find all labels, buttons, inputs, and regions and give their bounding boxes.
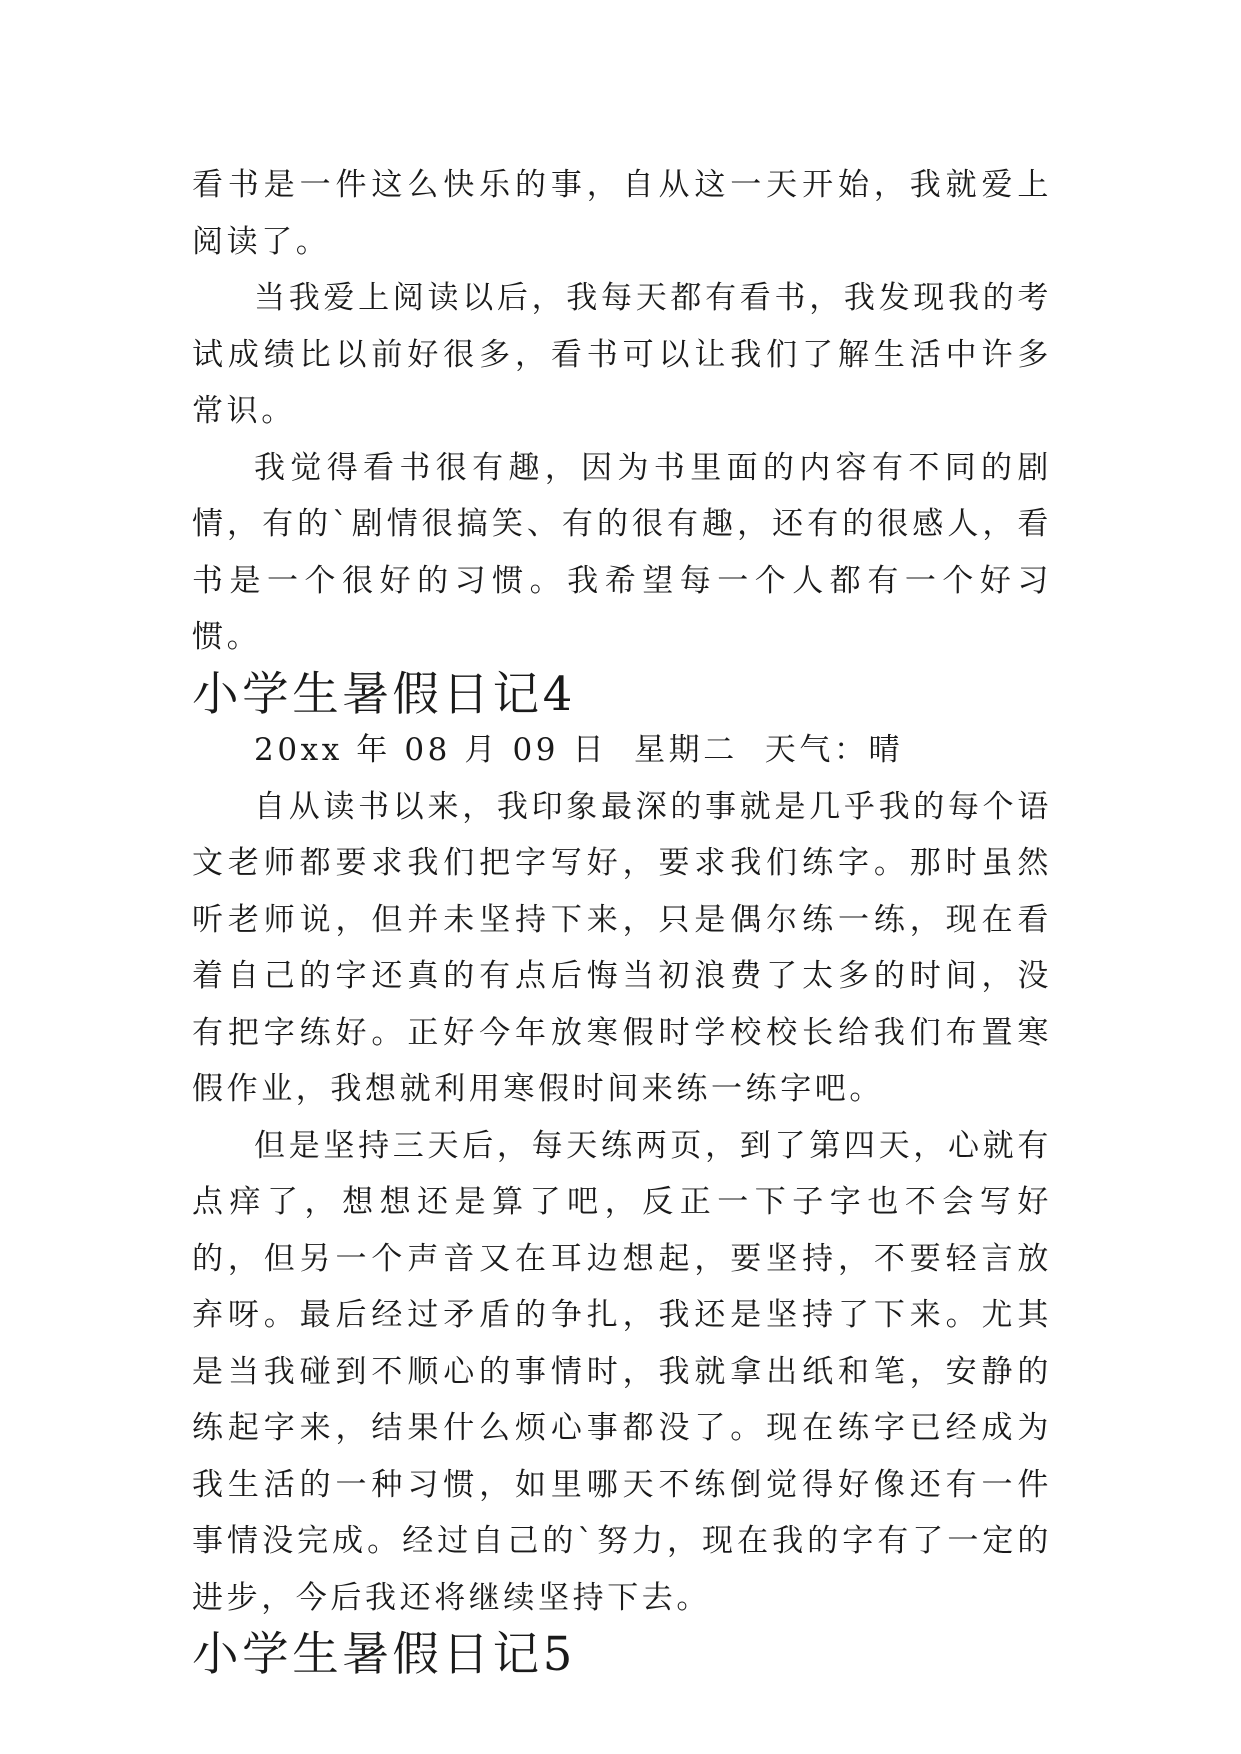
- paragraph-continued: 看书是一件这么快乐的事，自从这一天开始，我就爱上阅读了。: [192, 167, 1052, 260]
- paragraph: 当我爱上阅读以后，我每天都有看书，我发现我的考试成绩比以前好很多，看书可以让我们了解生活中许多常识。: [192, 280, 1052, 429]
- paragraph: 我觉得看书很有趣，因为书里面的内容有不同的剧情，有的`剧情很搞笑、有的很有趣，还有的很感人，看书是一个很好的习惯。我希望每一个人都有一个好习惯。: [192, 449, 1052, 655]
- paragraph: 自从读书以来，我印象最深的事就是几乎我的每个语文老师都要求我们把字写好，要求我们练字。那时虽然听老师说，但并未坚持下来，只是偶尔练一练，现在看着自己的字还真的有点后悔当初浪费了太多的时间，没有把字练好。正好今年放寒假时学校校长给我们布置寒假作业，我想就利用寒假时间来练一练字吧。: [192, 788, 1052, 1107]
- document-body: [192, 157, 1052, 1683]
- section-heading: 小学生暑假日记5: [192, 1627, 576, 1681]
- section-heading: 小学生暑假日记4: [192, 666, 576, 721]
- paragraph: 但是坚持三天后，每天练两页，到了第四天，心就有点痒了，想想还是算了吧，反正一下子字也不会写好的，但另一个声音又在耳边想起，要坚持，不要轻言放弃呀。最后经过矛盾的争扎，我还是坚持了下来。尤其是当我碰到不顺心的事情时，我就拿出纸和笔，安静的练起字来，结果什么烦心事都没了。现在练字已经成为我生活的一种习惯，如里哪天不练倒觉得好像还有一件事情没完成。经过自己的`努力，现在我的字有了一定的进步，今后我还将继续坚持下去。: [192, 1127, 1052, 1616]
- date-weather-line: 20xx 年 08 月 09 日 星期二 天气：晴: [254, 732, 904, 768]
